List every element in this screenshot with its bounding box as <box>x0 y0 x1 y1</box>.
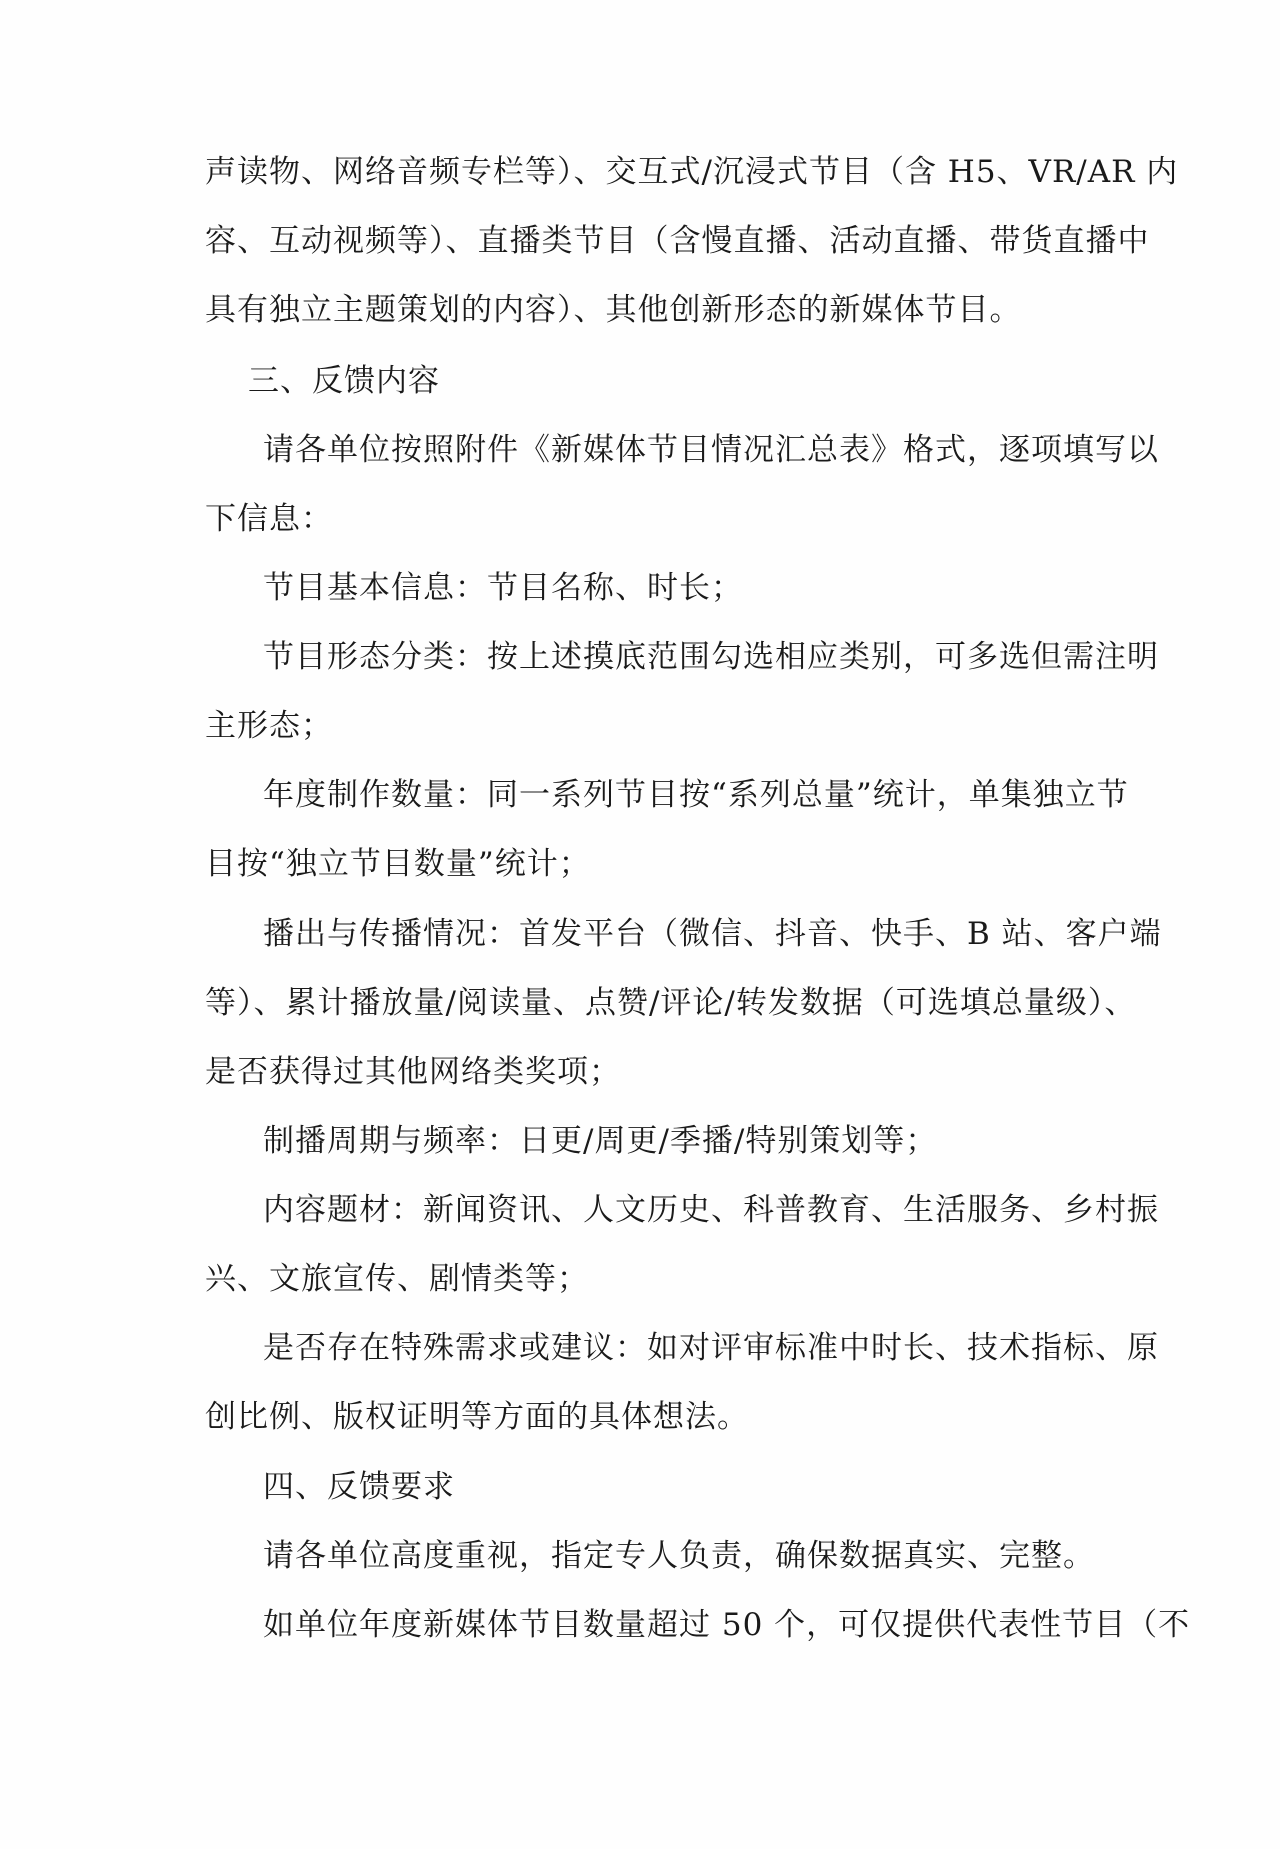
body-text-line: 如单位年度新媒体节目数量超过 50 个，可仅提供代表性节目（不 <box>263 1607 1191 1643</box>
body-text-line: 年度制作数量：同一系列节目按“系列总量”统计，单集独立节 <box>263 777 1129 813</box>
body-text-line: 容、互动视频等）、直播类节目（含慢直播、活动直播、带货直播中 <box>205 223 1150 259</box>
body-text-line: 播出与传播情况：首发平台（微信、抖音、快手、B 站、客户端 <box>263 916 1162 952</box>
section-heading-feedback-requirements: 四、反馈要求 <box>263 1469 455 1505</box>
body-text-line: 请各单位高度重视，指定专人负责，确保数据真实、完整。 <box>263 1538 1095 1574</box>
body-text-line: 节目形态分类：按上述摸底范围勾选相应类别，可多选但需注明 <box>263 639 1159 675</box>
body-text-line: 等）、累计播放量/阅读量、点赞/评论/转发数据（可选填总量级）、 <box>205 985 1137 1021</box>
body-text-line: 请各单位按照附件《新媒体节目情况汇总表》格式，逐项填写以 <box>263 432 1159 468</box>
body-text-line: 节目基本信息：节目名称、时长； <box>263 570 743 606</box>
body-text-line: 主形态； <box>205 708 333 744</box>
section-heading-feedback-content: 三、反馈内容 <box>248 363 440 399</box>
body-text-line: 具有独立主题策划的内容）、其他创新形态的新媒体节目。 <box>205 292 1022 328</box>
body-text-line: 兴、文旅宣传、剧情类等； <box>205 1261 589 1297</box>
body-text-line: 目按“独立节目数量”统计； <box>205 846 591 882</box>
body-text-line: 内容题材：新闻资讯、人文历史、科普教育、生活服务、乡村振 <box>263 1192 1159 1228</box>
body-text-line: 下信息： <box>205 501 333 537</box>
body-text-line: 制播周期与频率：日更/周更/季播/特别策划等； <box>263 1123 938 1159</box>
body-text-line: 是否获得过其他网络类奖项； <box>205 1054 621 1090</box>
body-text-line: 声读物、网络音频专栏等）、交互式/沉浸式节目（含 H5、VR/AR 内 <box>205 154 1179 190</box>
body-text-line: 创比例、版权证明等方面的具体想法。 <box>205 1399 749 1435</box>
body-text-line: 是否存在特殊需求或建议：如对评审标准中时长、技术指标、原 <box>263 1330 1159 1366</box>
